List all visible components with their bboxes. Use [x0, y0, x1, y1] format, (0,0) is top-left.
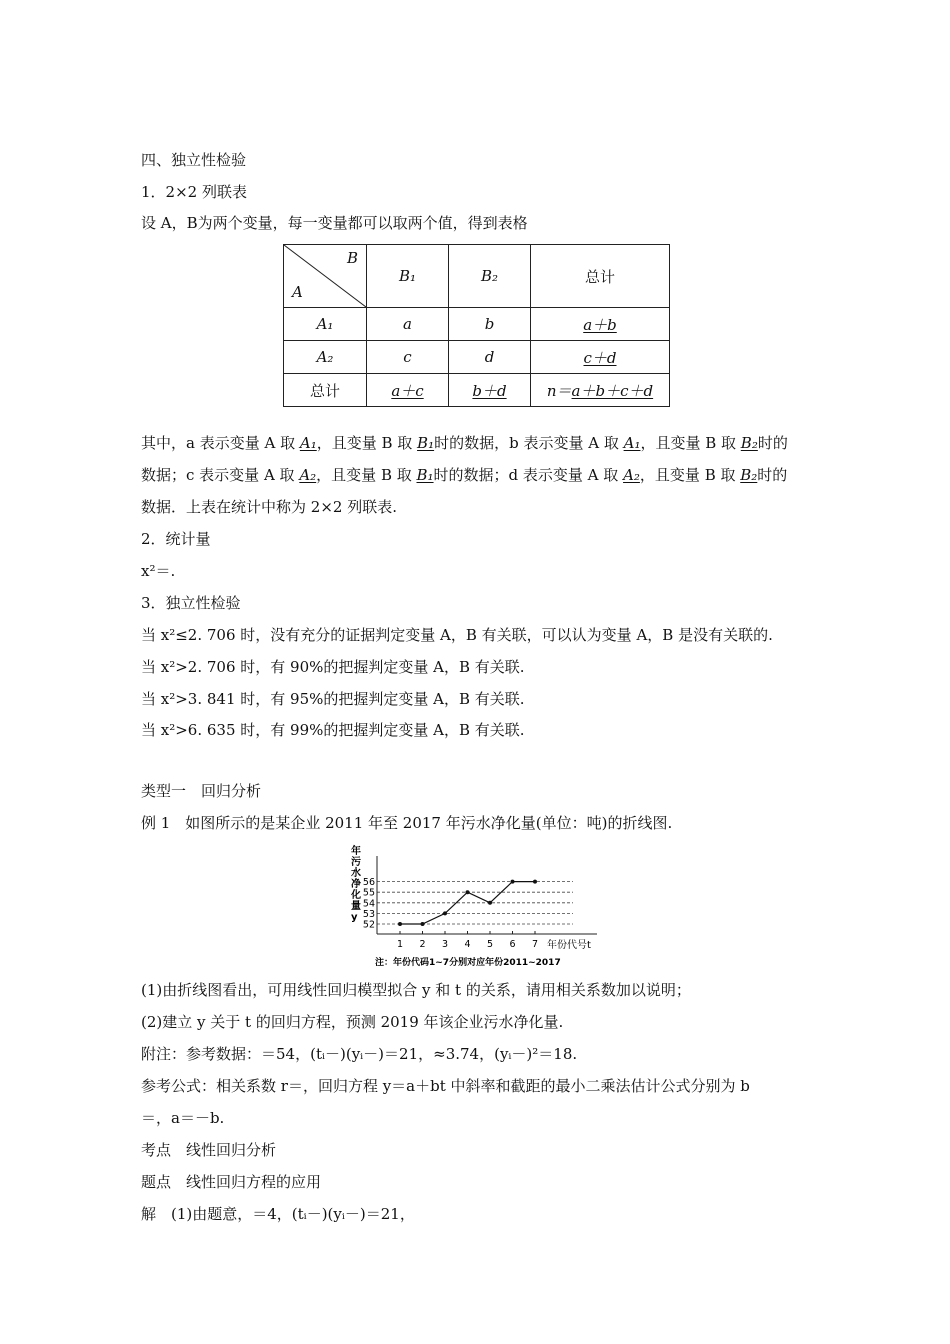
- chart-y-label-char: y: [351, 912, 358, 923]
- explain-symbol: B₁: [416, 466, 434, 484]
- explain-symbol: B₂: [740, 466, 758, 484]
- explain-text: ，且变量 B 取: [639, 466, 741, 484]
- chart-data-point: [421, 922, 425, 926]
- row-label-total: 总计: [284, 374, 367, 407]
- explain-symbol: A₁: [623, 434, 641, 452]
- chart-x-tick-label: 4: [464, 939, 471, 950]
- chart-y-label-char: 年: [351, 846, 361, 857]
- cell-b: b: [449, 308, 531, 341]
- cell-row2-total: [531, 341, 670, 374]
- chart-data-point: [511, 880, 515, 884]
- test-line-4: 当 x²>6. 635 时，有 99%的把握判定变量 A，B 有关联.: [141, 721, 525, 739]
- chart-data-point: [533, 880, 537, 884]
- chart-y-ticks: [363, 877, 375, 930]
- explain-text: 时的: [757, 466, 788, 484]
- row-label-a1: A₁: [284, 308, 367, 341]
- subsection-heading-1: 1．2×2 列联表: [141, 183, 247, 201]
- chart-x-axis-label: 年份代号t: [547, 940, 591, 951]
- test-line-2: 当 x²>2. 706 时，有 90%的把握判定变量 A，B 有关联.: [141, 658, 525, 676]
- cell-grand-total: [531, 374, 670, 407]
- chart-y-tick-label: 54: [362, 898, 375, 910]
- chart-note: 注：年份代码1~7分别对应年份2011~2017: [375, 958, 561, 968]
- chart-axes: [377, 856, 597, 934]
- header-b2: B₂: [449, 245, 531, 308]
- line-chart: [335, 842, 605, 970]
- col2-total-value: b＋d: [472, 381, 507, 400]
- cell-d: d: [449, 341, 531, 374]
- chart-data-point: [398, 922, 402, 926]
- explain-line-1: [141, 433, 788, 453]
- table-intro: 设 A，B为两个变量，每一变量都可以取两个值，得到表格: [141, 214, 528, 232]
- appendix-data: 附注：参考数据：＝54，(tᵢ－)(yᵢ－)＝21，≈3.74，(yᵢ－)²＝18.: [141, 1045, 578, 1063]
- chart-y-label-char: 水: [351, 868, 361, 879]
- chart-data-point: [488, 901, 492, 905]
- grand-total-value: a＋b＋c＋d: [571, 381, 654, 400]
- explain-text: 数据；c 表示变量 A 取: [141, 466, 300, 484]
- chart-y-tick-label: 56: [362, 877, 375, 889]
- tidian: 题点 线性回归方程的应用: [141, 1173, 322, 1191]
- corner-label-b: B: [346, 249, 358, 267]
- contingency-table: [283, 244, 670, 407]
- kaodian: 考点 线性回归分析: [141, 1141, 277, 1159]
- cell-a: a: [367, 308, 449, 341]
- chart-gridlines: [377, 882, 573, 924]
- explain-symbol: A₂: [623, 466, 640, 484]
- formula-reference-2: ＝，a＝－b.: [141, 1109, 225, 1127]
- explain-text: ，且变量 B 取: [316, 434, 418, 452]
- chart-y-axis-label: [350, 844, 362, 923]
- cell-col1-total: [367, 374, 449, 407]
- explain-text: 时的: [757, 434, 788, 452]
- explain-symbol: A₂: [299, 466, 317, 484]
- chart-x-tick-label: 6: [509, 939, 516, 950]
- test-line-3: 当 x²>3. 841 时，有 95%的把握判定变量 A，B 有关联.: [141, 690, 525, 708]
- cell-c: c: [367, 341, 449, 374]
- question-2: (2)建立 y 关于 t 的回归方程，预测 2019 年该企业污水净化量.: [141, 1013, 564, 1031]
- cell-col2-total: [449, 374, 531, 407]
- row2-total-value: c＋d: [583, 348, 617, 367]
- chart-y-tick-label: 53: [362, 908, 375, 920]
- section-title: 四、独立性检验: [141, 151, 247, 169]
- solution: 解 (1)由题意，＝4，(tᵢ－)(yᵢ－)＝21，: [141, 1205, 415, 1223]
- explain-symbol: B₁: [417, 434, 435, 452]
- explain-text: 时的数据，b 表示变量 A 取: [434, 434, 624, 452]
- corner-label-a: A: [292, 283, 303, 301]
- cell-row1-total: [531, 308, 670, 341]
- chart-x-tick-label: 7: [531, 939, 539, 950]
- chart-y-label-char: 量: [351, 901, 361, 912]
- example-text: 例 1 如图所示的是某企业 2011 年至 2017 年污水净化量(单位：吨)的折线图.: [141, 814, 673, 832]
- subsection-heading-2: 2．统计量: [141, 530, 211, 548]
- explain-text: 其中，a 表示变量 A 取: [141, 434, 300, 452]
- header-total: 总计: [531, 245, 670, 308]
- explain-text: ，且变量 B 取: [316, 466, 417, 484]
- table-corner-cell: [284, 245, 367, 308]
- explain-symbol: B₂: [740, 434, 758, 452]
- chart-y-tick-label: 52: [362, 919, 375, 931]
- explain-text: 时的数据；d 表示变量 A 取: [433, 466, 624, 484]
- explain-line-2: [141, 465, 787, 485]
- chart-data-point: [466, 890, 470, 894]
- explain-line-3: 数据．上表在统计中称为 2×2 列联表.: [141, 498, 397, 516]
- row1-total-value: a＋b: [583, 315, 617, 334]
- chart-x-tick-label: 3: [441, 939, 449, 950]
- subsection-heading-3: 3．独立性检验: [141, 594, 241, 612]
- row-label-a2: A₂: [284, 341, 367, 374]
- test-line-1: 当 x²≤2. 706 时，没有充分的证据判定变量 A，B 有关联，可以认为变量 A，B 是没有关联的.: [141, 626, 773, 644]
- chart-x-tick-label: 5: [486, 939, 494, 950]
- chart-y-label-char: 污: [351, 857, 361, 868]
- header-b1: B₁: [367, 245, 449, 308]
- explain-text: ，且变量 B 取: [640, 434, 741, 452]
- chart-y-label-char: 净: [351, 879, 361, 890]
- chart-x-tick-label: 2: [419, 939, 426, 950]
- chart-x-tick-label: 1: [396, 939, 404, 950]
- chart-y-tick-label: 55: [362, 887, 375, 899]
- chart-y-label-char: 化: [351, 890, 361, 901]
- type-heading: 类型一 回归分析: [141, 782, 262, 800]
- explain-symbol: A₁: [299, 434, 317, 452]
- chart-data-point: [443, 911, 447, 915]
- formula-reference-1: 参考公式：相关系数 r＝，回归方程 y＝a＋bt 中斜率和截距的最小二乘法估计公式分别为 b: [141, 1077, 750, 1095]
- question-1: (1)由折线图看出，可用线性回归模型拟合 y 和 t 的关系，请用相关系数加以说明；: [141, 981, 691, 999]
- grand-total-prefix: n＝: [546, 381, 572, 400]
- statistic-formula: x²＝.: [141, 562, 176, 580]
- col1-total-value: a＋c: [391, 381, 424, 400]
